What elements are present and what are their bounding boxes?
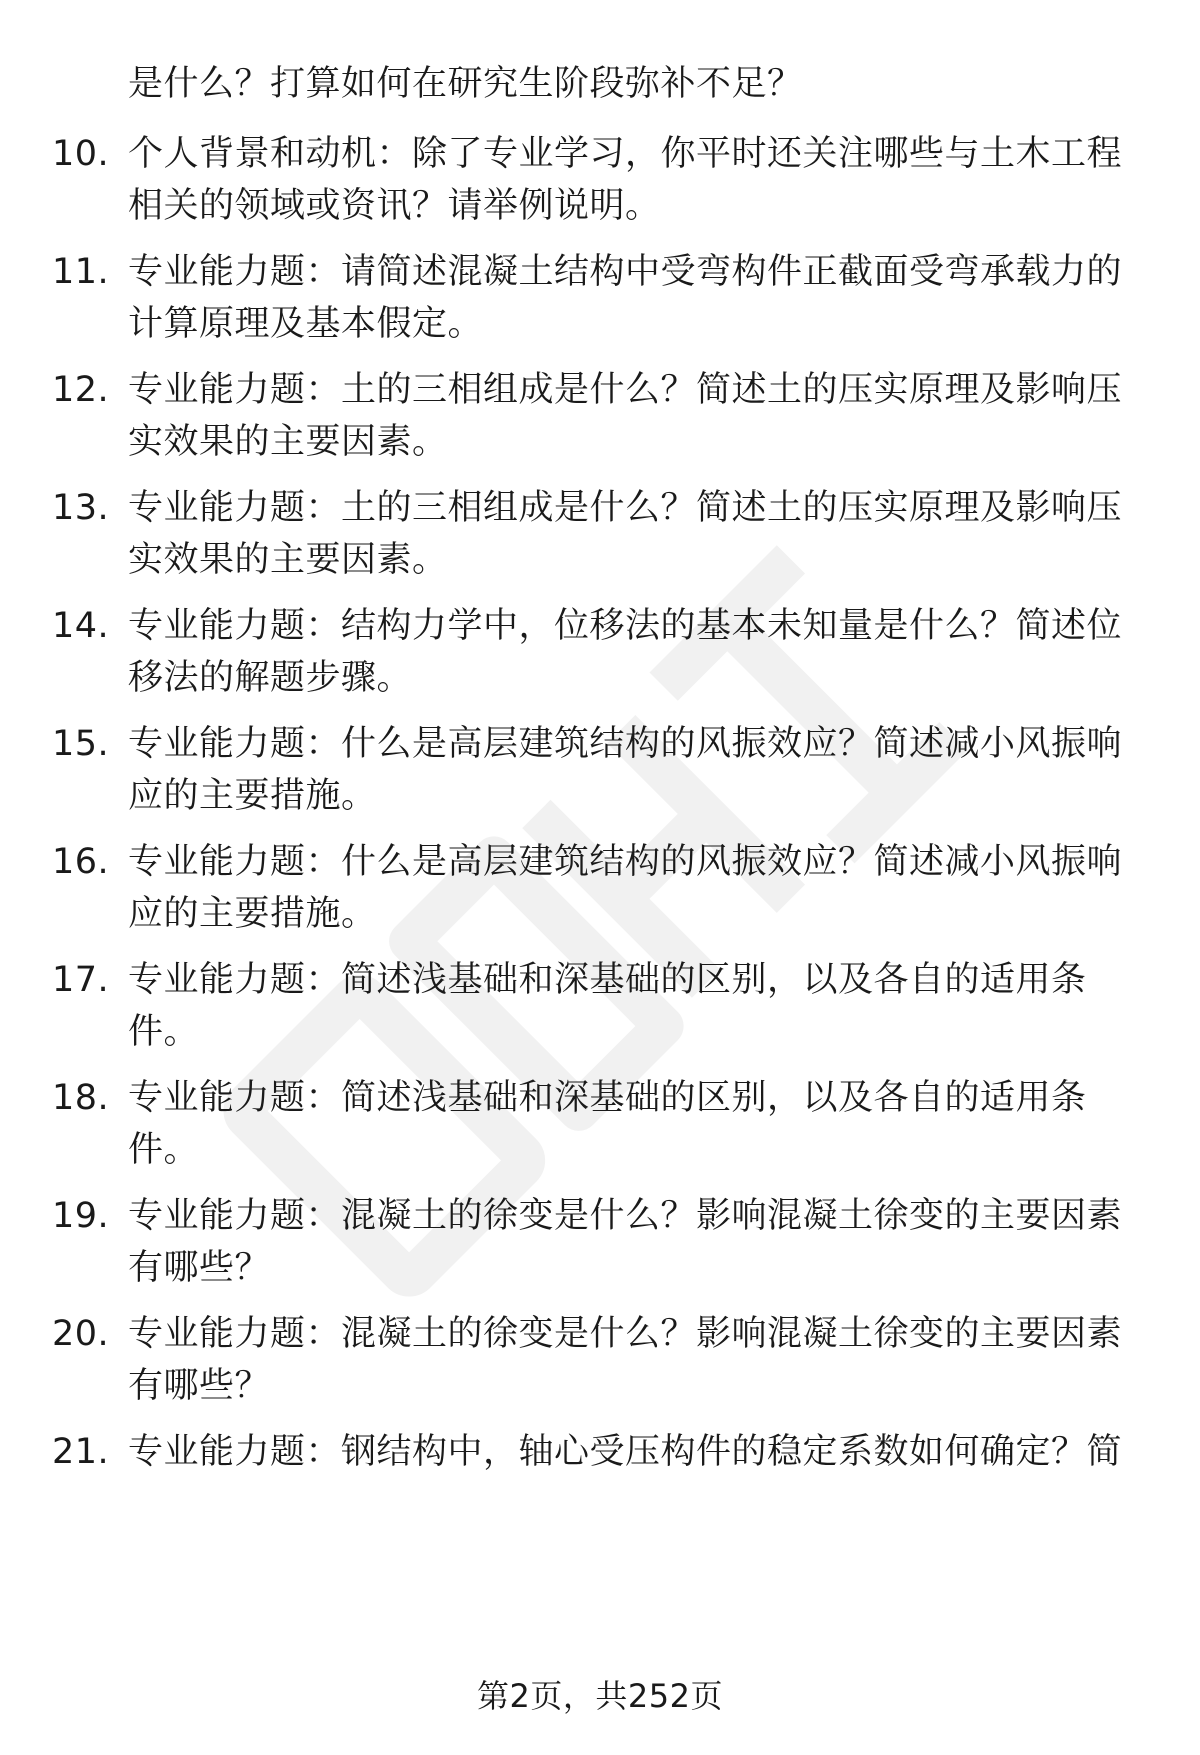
item-number: 19. [52,1196,110,1236]
item-number: 17. [52,960,110,1000]
item-text: 专业能力题：土的三相组成是什么？简述土的压实原理及影响压实效果的主要因素。 [128,488,1123,580]
item-text: 专业能力题：什么是高层建筑结构的风振效应？简述减小风振响应的主要措施。 [128,842,1123,934]
item-number: 11. [52,252,110,292]
item-number: 16. [52,842,110,882]
item-text: 个人背景和动机：除了专业学习，你平时还关注哪些与土木工程相关的领域或资讯？请举例说明。 [128,134,1123,226]
item-text: 专业能力题：混凝土的徐变是什么？影响混凝土徐变的主要因素有哪些？ [128,1196,1123,1288]
item-text: 专业能力题：什么是高层建筑结构的风振效应？简述减小风振响应的主要措施。 [128,724,1123,816]
item-text: 专业能力题：土的三相组成是什么？简述土的压实原理及影响压实效果的主要因素。 [128,370,1123,462]
item-number: 13. [52,488,110,528]
item-number: 14. [52,606,110,646]
item-text: 专业能力题：简述浅基础和深基础的区别，以及各自的适用条件。 [128,1078,1087,1170]
continued-question-text: 是什么？打算如何在研究生阶段弥补不足？ [128,64,803,104]
page-footer: 第2页，共252页 [477,1677,723,1715]
item-number: 15. [52,724,110,764]
item-number: 20. [52,1314,110,1354]
item-number: 12. [52,370,110,410]
item-text: 专业能力题：混凝土的徐变是什么？影响混凝土徐变的主要因素有哪些？ [128,1314,1123,1406]
item-number: 10. [52,134,110,174]
item-text: 专业能力题：结构力学中，位移法的基本未知量是什么？简述位移法的解题步骤。 [128,606,1123,698]
item-number: 21. [52,1432,110,1472]
item-text: 专业能力题：简述浅基础和深基础的区别，以及各自的适用条件。 [128,960,1087,1052]
item-text: 专业能力题：请简述混凝土结构中受弯构件正截面受弯承载力的计算原理及基本假定。 [128,252,1123,344]
item-text: 专业能力题：钢结构中，轴心受压构件的稳定系数如何确定？简 [128,1432,1123,1472]
item-number: 18. [52,1078,110,1118]
